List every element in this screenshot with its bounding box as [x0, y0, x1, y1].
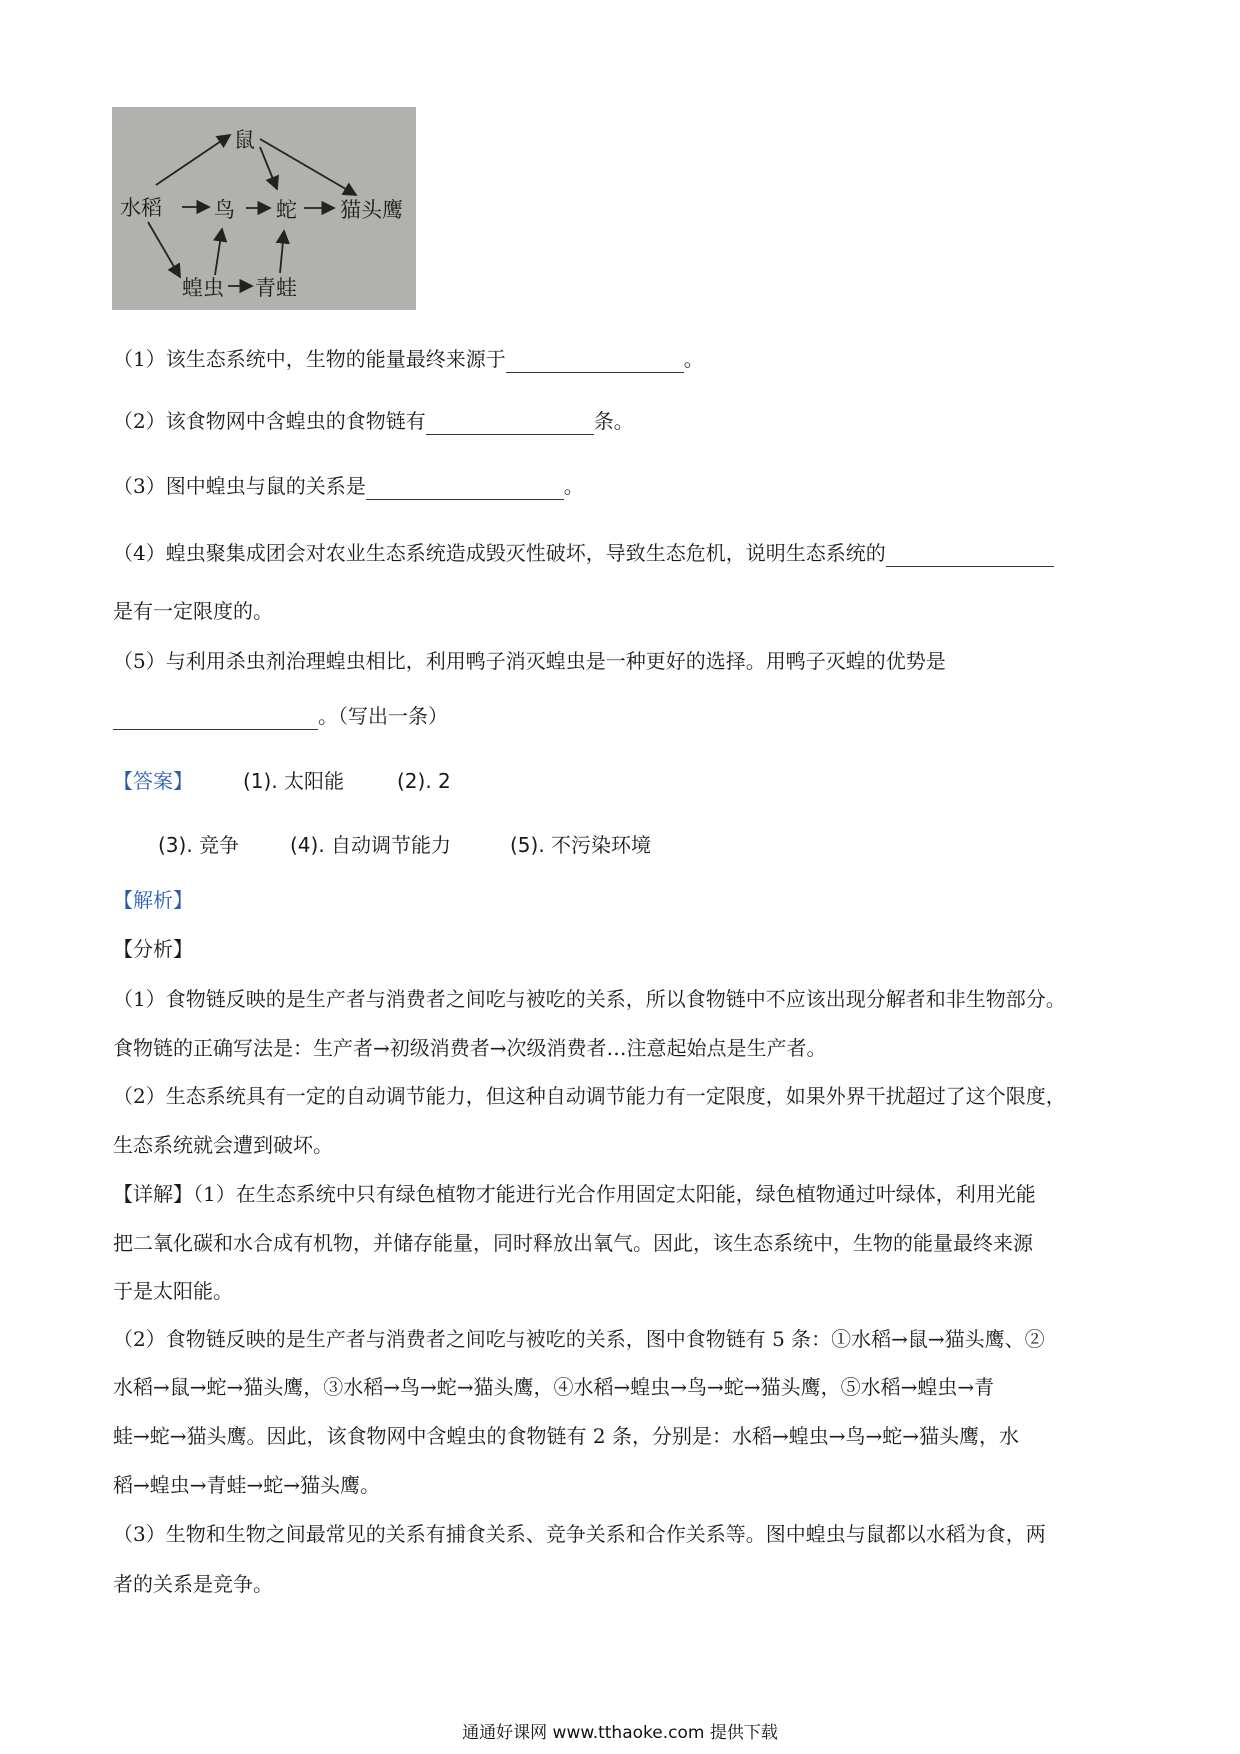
- answer-blank-3: [366, 477, 564, 500]
- node-owl: 猫头鹰: [340, 198, 403, 222]
- question-2-suffix: 条。: [593, 409, 634, 433]
- answer-blank-2: [426, 412, 594, 435]
- node-frog: 青蛙: [255, 276, 297, 300]
- arrow-rat-snake: [260, 147, 277, 189]
- question-4-line1: [113, 539, 1054, 567]
- detail-2-line3: 蛙→蛇→猫头鹰。因此，该食物网中含蝗虫的食物链有 2 条，分别是：水稻→蝗虫→鸟→蛇→猫头鹰，水: [113, 1424, 1019, 1448]
- arrow-rice-rat: [156, 135, 230, 185]
- question-1-text: （1）该生态系统中，生物的能量最终来源于: [113, 347, 506, 371]
- question-1-suffix: 。: [683, 347, 704, 371]
- answer-blank-1: [506, 350, 684, 373]
- question-3: [113, 472, 584, 500]
- question-2-text: （2）该食物网中含蝗虫的食物链有: [113, 409, 426, 433]
- detail-2-line4: 稻→蝗虫→青蛙→蛇→猫头鹰。: [113, 1473, 381, 1497]
- detail-2-line1: （2）食物链反映的是生产者与消费者之间吃与被吃的关系，图中食物链有 5 条：①水稻→鼠→猫头鹰、②: [113, 1327, 1045, 1351]
- answer-2: (2). 2: [397, 769, 451, 793]
- answer-blank-5: [113, 707, 318, 730]
- question-5-line2: [113, 702, 448, 730]
- question-2: [113, 407, 634, 435]
- detail-1-text: （1）在生态系统中只有绿色植物才能进行光合作用固定太阳能，绿色植物通过叶绿体，利用光能: [193, 1182, 1036, 1206]
- question-3-suffix: 。: [563, 474, 584, 498]
- question-4-text: （4）蝗虫聚集成团会对农业生态系统造成毁灭性破坏，导致生态危机，说明生态系统的: [113, 541, 886, 565]
- analysis-p2-line1: （2）生态系统具有一定的自动调节能力，但这种自动调节能力有一定限度，如果外界干扰超过了这个限度，: [113, 1084, 1066, 1108]
- arrow-frog-snake: [280, 231, 284, 273]
- node-snake: 蛇: [276, 198, 297, 222]
- answer-blank-4: [886, 544, 1054, 567]
- node-locust: 蝗虫: [182, 276, 224, 300]
- arrow-rat-owl: [260, 139, 356, 195]
- detail-1-line2: 把二氧化碳和水合成有机物，并储存能量，同时释放出氧气。因此，该生态系统中，生物的能量最终来源: [113, 1231, 1033, 1255]
- food-web-svg: [112, 107, 416, 310]
- detail-2-line2: 水稻→鼠→蛇→猫头鹰，③水稻→鸟→蛇→猫头鹰，④水稻→蝗虫→鸟→蛇→猫头鹰，⑤水稻→蝗虫→青: [113, 1375, 995, 1399]
- detail-3-line2: 者的关系是竞争。: [113, 1572, 273, 1596]
- answer-1: (1). 太阳能: [243, 769, 345, 793]
- arrow-locust-bird: [215, 229, 222, 275]
- answer-4: (4). 自动调节能力: [290, 833, 452, 857]
- analysis-tag: 【解析】: [113, 888, 193, 912]
- answer-3: (3). 竞争: [158, 833, 240, 857]
- detail-1-line3: 于是太阳能。: [113, 1279, 233, 1303]
- question-3-text: （3）图中蝗虫与鼠的关系是: [113, 474, 366, 498]
- detail-line-1: [113, 1180, 1036, 1208]
- food-web-diagram: [112, 107, 416, 310]
- arrow-rice-locust: [148, 222, 180, 277]
- node-rat: 鼠: [234, 128, 255, 152]
- node-bird: 鸟: [214, 198, 235, 222]
- node-rice: 水稻: [120, 196, 162, 220]
- fenxi-tag: 【分析】: [113, 937, 193, 961]
- question-4-line2: 是有一定限度的。: [113, 599, 273, 623]
- question-1: [113, 345, 704, 373]
- answer-tag: 【答案】: [113, 769, 193, 793]
- detail-3-line1: （3）生物和生物之间最常见的关系有捕食关系、竞争关系和合作关系等。图中蝗虫与鼠都以水稻为食，两: [113, 1522, 1046, 1546]
- analysis-p1-line1: （1）食物链反映的是生产者与消费者之间吃与被吃的关系，所以食物链中不应该出现分解者和非生物部分。: [113, 987, 1066, 1011]
- question-5-line1: （5）与利用杀虫剂治理蝗虫相比，利用鸭子消灭蝗虫是一种更好的选择。用鸭子灭蝗的优势是: [113, 649, 946, 673]
- answer-5: (5). 不污染环境: [510, 833, 652, 857]
- analysis-p2-line2: 生态系统就会遭到破坏。: [113, 1133, 333, 1157]
- answer-line-1: [113, 767, 451, 795]
- detail-tag: 【详解】: [113, 1182, 193, 1206]
- question-5-suffix: 。（写出一条）: [318, 704, 448, 728]
- analysis-p1-line2: 食物链的正确写法是：生产者→初级消费者→次级消费者…注意起始点是生产者。: [113, 1036, 827, 1060]
- footer-source: 通通好课网 www.tthaoke.com 提供下载: [462, 1723, 778, 1743]
